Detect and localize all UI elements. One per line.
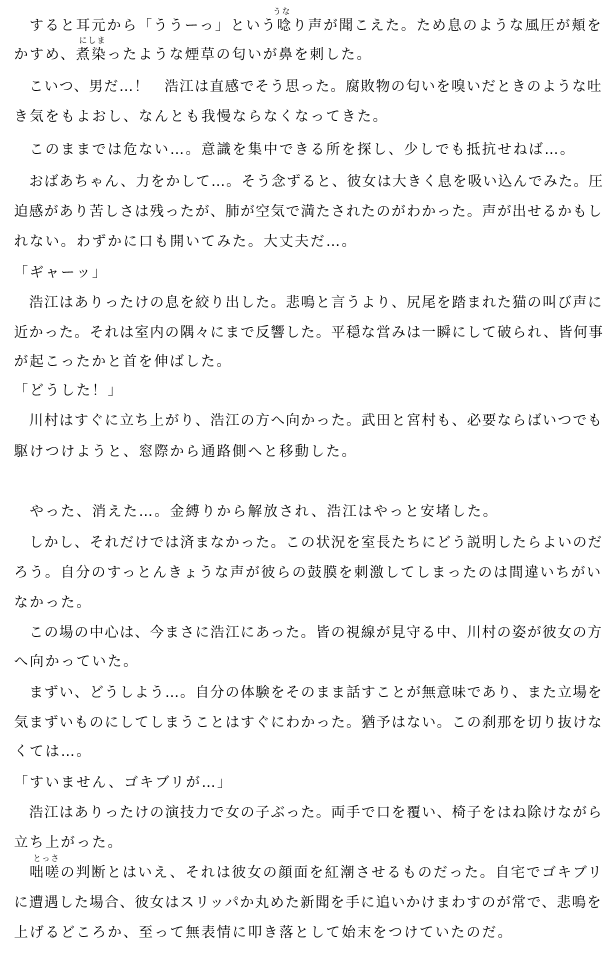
text-line: なかった。 xyxy=(14,595,92,611)
text-line: き気をもよおし、なんとも我慢ならなくなってきた。 xyxy=(14,109,389,125)
text-line: この場の中心は、今まさに浩江にあった。皆の視線が見守る中、川村の姿が彼女の方 xyxy=(14,625,603,641)
text-line: へ向かっていた。 xyxy=(14,654,139,670)
text-line: くては…。 xyxy=(14,744,92,760)
text-line: 近かった。それは室内の隅々にまで反響した。平穏な営みは一瞬にして破られ、皆何事 xyxy=(14,325,604,341)
text-line: 浩江はありったけの息を絞り出した。悲鳴と言うより、尻尾を踏まれた猫の叫び声に xyxy=(14,295,603,311)
text-line: 「ギャーッ」 xyxy=(14,265,108,281)
text-line: 立ち上がった。 xyxy=(14,835,124,851)
text-line: まずい、どうしよう…。自分の体験をそのまま話すことが無意味であり、また立場を xyxy=(14,685,603,701)
text-line: ろう。自分のすっとんきょうな声が彼らの鼓膜を刺激してしまったのは間違いちがい xyxy=(14,565,603,581)
text-line: 迫感があり苦しさは残ったが、肺が空気で満たされたのがわかった。声が出せるかもし xyxy=(14,204,603,220)
text-line: かすめ、煮染ったような煙草の匂いが鼻を刺した。 xyxy=(14,47,373,63)
text-line: 「どうした！」 xyxy=(14,383,124,399)
text-line: おばあちゃん、力をかして…。そう念ずると、彼女は大きく息を吸い込んでみた。圧 xyxy=(14,174,604,190)
text-line: れない。わずかに口も開いてみた。大丈夫だ…。 xyxy=(14,234,358,250)
text-line: 気まずいものにしてしまうことはすぐにわかった。猶予はない。この刹那を切り抜けな xyxy=(14,715,603,731)
text-line: に遭遇した場合、彼女はスリッパか丸めた新聞を手に追いかけまわすのが常で、悲鳴を xyxy=(14,895,603,911)
text-line: が起こったかと首を伸ばした。 xyxy=(14,354,233,370)
ruby-nishima: にしま xyxy=(79,36,106,45)
text-line: 「すいません、ゴキブリが…」 xyxy=(14,775,233,791)
ruby-tossa: とっさ xyxy=(33,854,60,863)
text-line: 駆けつけようと、窓際から通路側へと移動した。 xyxy=(14,444,358,460)
text-line: 川村はすぐに立ち上がり、浩江の方へ向かった。武田と宮村も、必要ならばいつでも xyxy=(14,413,603,429)
text-line: こいつ、男だ…！ 浩江は直感でそう思った。腐敗物の匂いを嗅いだときのような吐 xyxy=(14,79,603,95)
text-line: このままでは危ない…。意識を集中できる所を探し、少しでも抵抗せねば…。 xyxy=(14,142,576,158)
text-line: 咄嗟の判断とはいえ、それは彼女の顔面を紅潮させるものだった。自宅でゴキブリ xyxy=(14,865,604,881)
text-line: すると耳元から「ううーっ」という唸り声が聞こえた。ため息のような風圧が頬を xyxy=(14,18,603,34)
text-line: しかし、それだけでは済まなかった。この状況を室長たちにどう説明したらよいのだ xyxy=(14,535,603,551)
text-line: 浩江はありったけの演技力で女の子ぶった。両手で口を覆い、椅子をはね除けながら xyxy=(14,805,603,821)
text-line: 上げるどころか、至って無表情に叩き落として始末をつけていたのだ。 xyxy=(14,925,514,941)
text-line: やった、消えた…。金縛りから解放され、浩江はやっと安堵した。 xyxy=(14,504,499,520)
ruby-una: うな xyxy=(273,7,291,16)
